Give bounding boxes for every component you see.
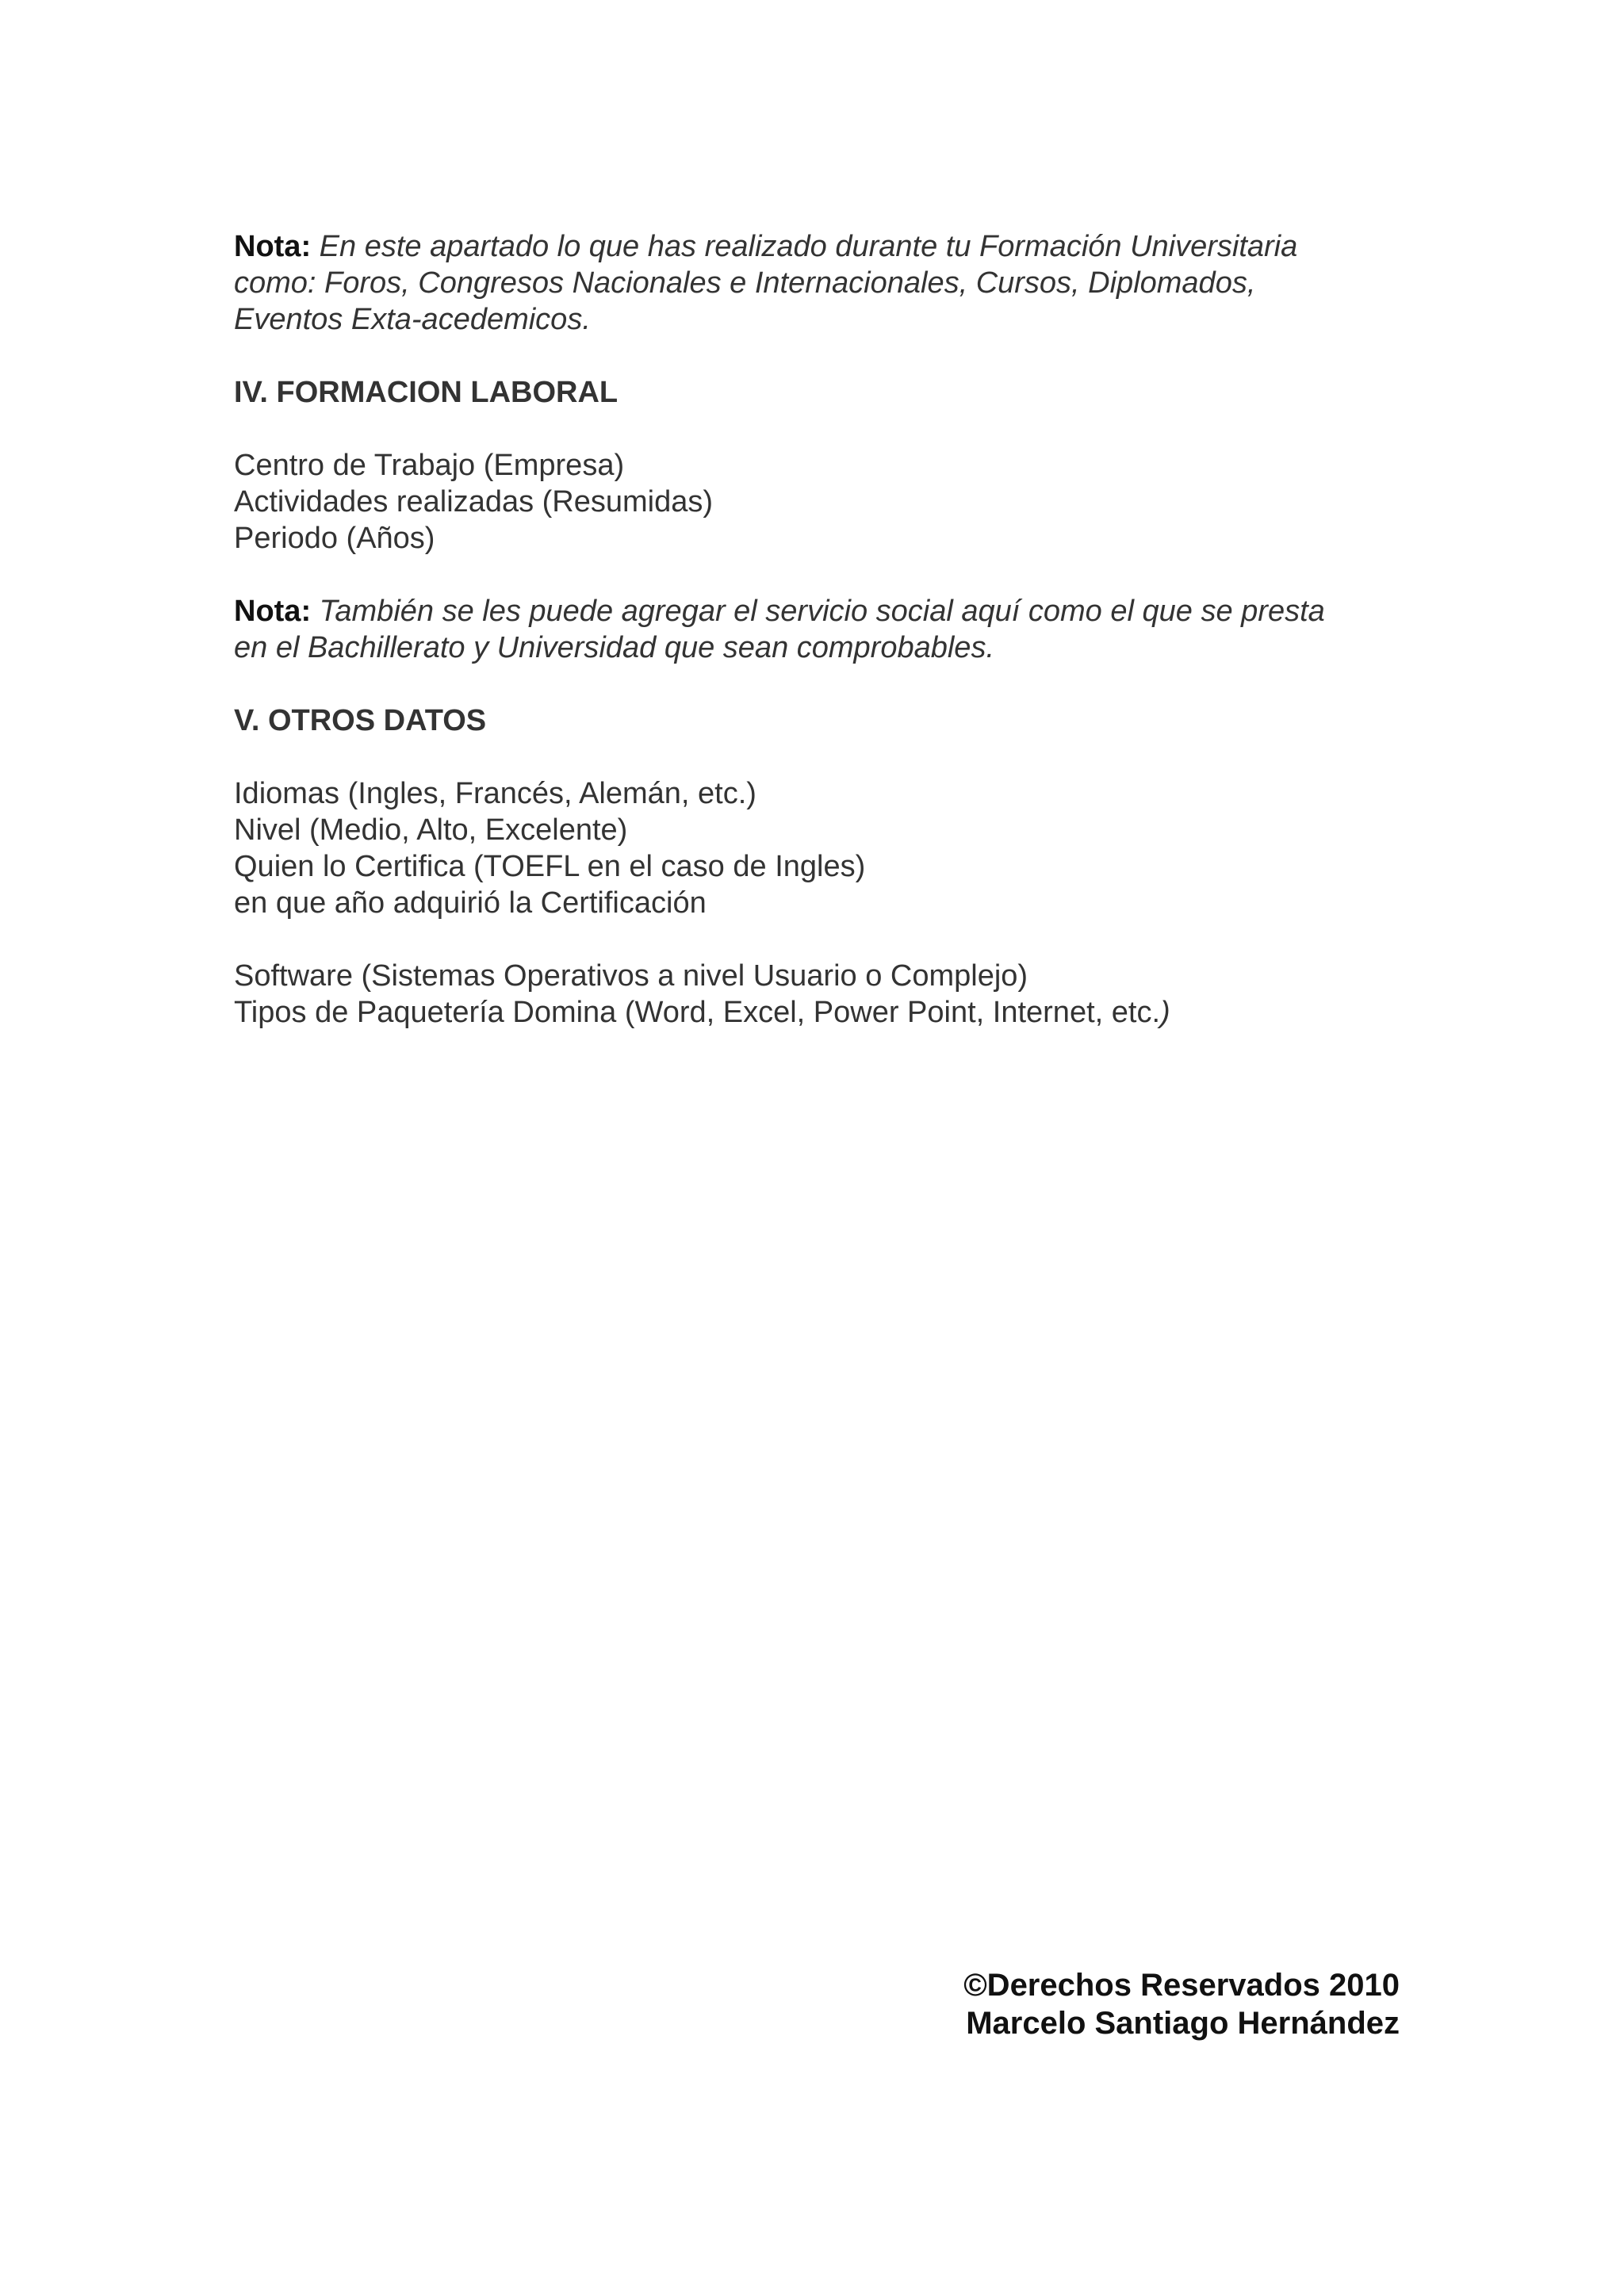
note-label: Nota: bbox=[234, 230, 312, 263]
note-formacion-universitaria bbox=[234, 228, 1408, 338]
note-text-line: en el Bachillerato y Universidad que sean comprobables. bbox=[234, 631, 994, 664]
note-label: Nota: bbox=[234, 595, 312, 628]
list-item: Nivel (Medio, Alto, Excelente) bbox=[234, 813, 628, 847]
list-item: Centro de Trabajo (Empresa) bbox=[234, 449, 625, 482]
list-item: Actividades realizadas (Resumidas) bbox=[234, 485, 714, 519]
languages-list bbox=[234, 775, 1408, 921]
list-item-text: Tipos de Paquetería Domina (Word, Excel, Power Point, Internet, etc. bbox=[234, 996, 1160, 1029]
formacion-laboral-list bbox=[234, 447, 1408, 557]
list-item bbox=[234, 994, 1408, 1031]
note-text-line: En este apartado lo que has realizado durante tu Formación Universitaria bbox=[311, 230, 1298, 263]
note-servicio-social bbox=[234, 593, 1408, 666]
note-text-line: También se les puede agregar el servicio social aquí como el que se presta bbox=[311, 595, 1325, 628]
copyright-footer bbox=[793, 1966, 1400, 2042]
software-list bbox=[234, 958, 1408, 1031]
section-heading-formacion-laboral: IV. FORMACION LABORAL bbox=[234, 376, 619, 409]
list-item: en que año adquirió la Certificación bbox=[234, 886, 707, 920]
list-item: Idiomas (Ingles, Francés, Alemán, etc.) bbox=[234, 777, 756, 810]
list-item: Software (Sistemas Operativos a nivel Usuario o Complejo) bbox=[234, 959, 1028, 993]
list-item: Quien lo Certifica (TOEFL en el caso de Ingles) bbox=[234, 850, 866, 883]
note-text-line: Eventos Exta-acedemicos. bbox=[234, 303, 591, 336]
list-item-tail: ) bbox=[1160, 996, 1170, 1029]
copyright-line: ©Derechos Reservados 2010 bbox=[963, 1968, 1400, 2003]
author-name: Marcelo Santiago Hernández bbox=[966, 2006, 1400, 2041]
note-text-line: como: Foros, Congresos Nacionales e Internacionales, Cursos, Diplomados, bbox=[234, 266, 1256, 300]
document-body bbox=[234, 228, 1408, 1031]
list-item: Periodo (Años) bbox=[234, 522, 435, 555]
section-heading-otros-datos: V. OTROS DATOS bbox=[234, 704, 487, 737]
